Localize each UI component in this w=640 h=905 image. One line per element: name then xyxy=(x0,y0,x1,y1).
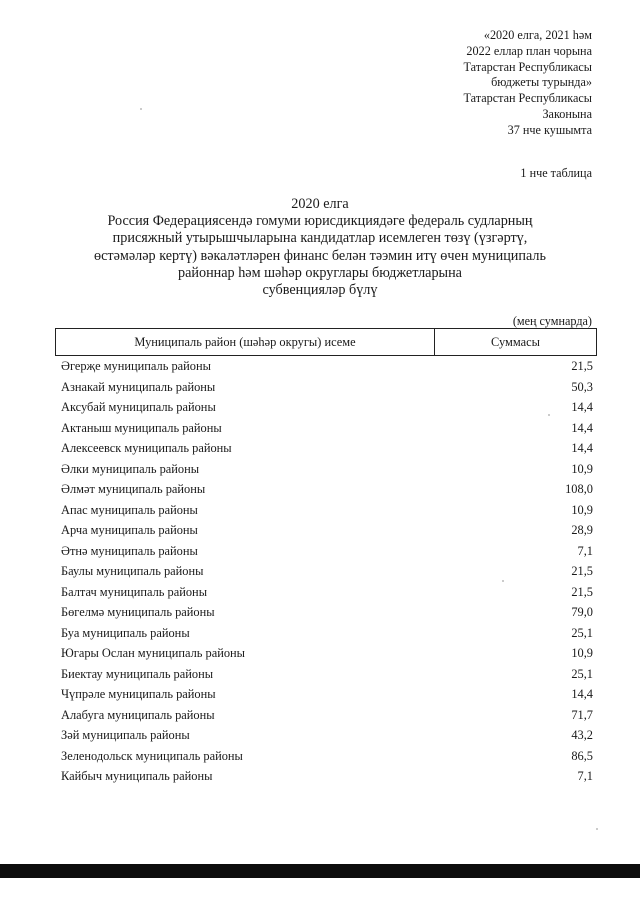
row-value: 86,5 xyxy=(571,748,593,763)
table-row xyxy=(55,500,597,521)
title-line: Россия Федерациясендә гомуми юрисдикциядәге федераль судларның xyxy=(107,213,533,230)
row-name: Алабуга муниципаль районы xyxy=(61,707,215,722)
table-row xyxy=(55,766,597,787)
table-row xyxy=(55,479,597,500)
row-value: 14,4 xyxy=(571,420,593,435)
row-name: Әлки муниципаль районы xyxy=(61,461,200,476)
subvention-table xyxy=(55,328,597,787)
scan-edge-bar xyxy=(0,864,640,878)
row-name: Баулы муниципаль районы xyxy=(61,564,204,578)
table-row xyxy=(55,418,597,439)
table-row xyxy=(55,561,597,582)
row-value: 7,1 xyxy=(577,543,593,558)
row-name: Биектау муниципаль районы xyxy=(61,666,214,681)
row-name: Әгерҗе муниципаль районы xyxy=(61,359,211,373)
appendix-line: Татарстан Республикасы xyxy=(463,91,592,106)
row-value: 14,4 xyxy=(571,400,593,414)
table-row xyxy=(55,356,597,377)
row-name: Кайбыч муниципаль районы xyxy=(61,769,213,783)
row-value: 21,5 xyxy=(571,359,593,373)
table-row xyxy=(55,664,597,685)
appendix-line: бюджеты турында» xyxy=(491,75,592,90)
table-row xyxy=(55,643,597,664)
row-name: Зеленодольск муниципаль районы xyxy=(61,748,243,763)
header-name: Муниципаль район (шәһәр округы) исеме xyxy=(56,329,435,355)
row-name: Чүпрәле муниципаль районы xyxy=(61,687,216,701)
table-header xyxy=(55,328,597,356)
table-row xyxy=(55,377,597,398)
row-name: Зәй муниципаль районы xyxy=(61,728,190,742)
row-name: Балтач муниципаль районы xyxy=(61,584,208,599)
row-value: 21,5 xyxy=(571,584,593,599)
row-value: 10,9 xyxy=(571,502,593,517)
appendix-line: Татарстан Республикасы xyxy=(463,59,592,74)
row-value: 7,1 xyxy=(577,769,593,783)
row-name: Арча муниципаль районы xyxy=(61,523,198,537)
row-name: Аксубай муниципаль районы xyxy=(61,400,216,414)
table-row xyxy=(55,397,597,418)
table-row xyxy=(55,520,597,541)
row-name: Әтнә муниципаль районы xyxy=(61,543,198,558)
row-value: 50,3 xyxy=(571,379,593,394)
row-value: 43,2 xyxy=(571,728,593,742)
row-name: Алексеевск муниципаль районы xyxy=(61,441,232,455)
row-value: 10,9 xyxy=(571,646,593,660)
table-row xyxy=(55,438,597,459)
appendix-line: 37 нче кушымта xyxy=(507,122,592,137)
row-value: 14,4 xyxy=(571,441,593,455)
row-value: 10,9 xyxy=(571,461,593,476)
table-row xyxy=(55,746,597,767)
table-number: 1 нче таблица xyxy=(520,166,592,180)
row-name: Апас муниципаль районы xyxy=(61,502,198,517)
units-label: (мең сумнарда) xyxy=(512,314,592,328)
appendix-line: Законына xyxy=(542,106,592,121)
row-value: 21,5 xyxy=(571,564,593,578)
table-row xyxy=(55,541,597,562)
scan-speck xyxy=(502,580,504,582)
title-line: 2020 елга xyxy=(291,196,349,212)
scan-speck xyxy=(140,108,142,110)
table-row xyxy=(55,705,597,726)
title-line: өстәмәләр кертү) вәкаләтләрен финанс белән тәэмин итү өчен муниципаль xyxy=(94,247,546,264)
row-name: Азнакай муниципаль районы xyxy=(61,379,216,394)
row-value: 14,4 xyxy=(571,687,593,701)
document-title xyxy=(60,196,580,299)
header-sum: Суммасы xyxy=(491,335,540,349)
title-line: субвенцияләр бүлү xyxy=(262,282,378,299)
table-row xyxy=(55,582,597,603)
row-value: 25,1 xyxy=(571,666,593,681)
appendix-note xyxy=(392,28,592,139)
row-name: Буа муниципаль районы xyxy=(61,625,190,640)
row-value: 108,0 xyxy=(565,482,593,496)
row-value: 79,0 xyxy=(571,605,593,619)
row-value: 28,9 xyxy=(571,523,593,537)
scan-speck xyxy=(596,828,598,830)
table-row xyxy=(55,725,597,746)
table-row xyxy=(55,684,597,705)
scan-speck xyxy=(548,414,550,416)
row-name: Актаныш муниципаль районы xyxy=(61,420,222,435)
row-value: 25,1 xyxy=(571,625,593,640)
table-row xyxy=(55,623,597,644)
title-line: присяжный утырышчыларына кандидатлар исемлеген төзү (үзгәртү, xyxy=(112,230,528,247)
table-row xyxy=(55,459,597,480)
table-row xyxy=(55,602,597,623)
row-name: Югары Ослан муниципаль районы xyxy=(61,646,246,660)
row-name: Әлмәт муниципаль районы xyxy=(61,482,206,496)
row-value: 71,7 xyxy=(571,707,593,722)
appendix-line: 2022 еллар план чорына xyxy=(466,43,592,58)
title-line: районнар һәм шәһәр округлары бюджетларына xyxy=(178,264,462,281)
row-name: Бөгелмә муниципаль районы xyxy=(61,605,215,619)
appendix-line: «2020 елга, 2021 һәм xyxy=(483,28,592,42)
